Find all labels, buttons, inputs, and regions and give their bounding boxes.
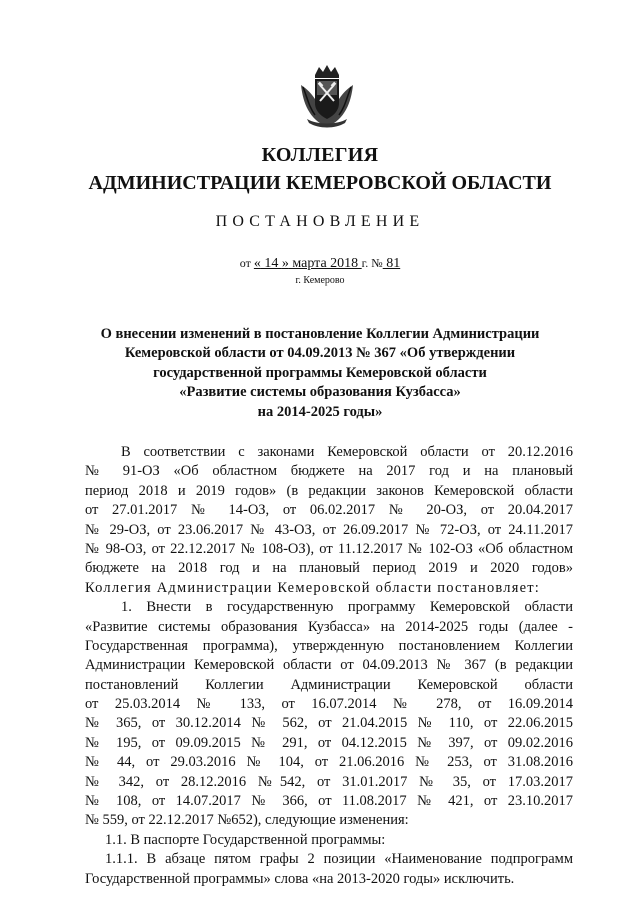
organization-name-line1: КОЛЛЕГИЯ: [261, 144, 379, 166]
body-line: № 44, от 29.03.2016 № 104, от 21.06.2016 № 253, от 31.08.2016: [85, 754, 573, 771]
subject-line: О внесении изменений в постановление Коллегии Администрации: [100, 326, 540, 342]
date-month-year: марта 2018: [288, 256, 362, 271]
number-sign: №: [371, 256, 383, 270]
body-line: бюджете на 2018 год и на плановый период 2019 и 2020 годов»: [85, 560, 573, 577]
body-line: период 2018 и 2019 годов» (в редакции законов Кемеровской области: [85, 482, 573, 499]
body-line: от 27.01.2017 № 14-ОЗ, от 06.02.2017 № 20-ОЗ, от 20.04.2017: [85, 502, 573, 519]
document-number: 81: [382, 256, 401, 271]
subject-line: «Развитие системы образования Кузбасса»: [179, 384, 461, 401]
body-line: № 559, от 22.12.2017 №652), следующие изменения:: [85, 812, 409, 829]
body-line: от 25.03.2014 № 133, от 16.07.2014 № 278, от 16.09.2014: [85, 696, 573, 713]
body-line: Государственная программа), утвержденную постановлением Коллегии: [85, 637, 573, 654]
organization-name-line2: АДМИНИСТРАЦИИ КЕМЕРОВСКОЙ ОБЛАСТИ: [88, 172, 552, 194]
date-prefix: от: [239, 256, 251, 270]
body-line: 1.1.1. В абзаце пятом графы 2 позиции «Наименование подпрограмм: [105, 851, 573, 868]
body-line: Администрации Кемеровской области от 04.09.2013 № 367 (в редакции: [85, 657, 573, 674]
body-line: № 91-ОЗ «Об областном бюджете на 2017 год и на плановый: [85, 463, 573, 480]
city-name: г. Кемерово: [295, 275, 345, 286]
body-line: № 342, от 28.12.2016 №542, от 31.01.2017 № 35, от 17.03.2017: [85, 773, 573, 790]
document-subject: [0, 325, 640, 422]
date-day: « 14 »: [253, 256, 289, 271]
subject-line: государственной программы Кемеровской области: [153, 364, 487, 381]
document-body: [85, 443, 573, 889]
body-line: № 365, от 30.12.2014 № 562, от 21.04.2015 № 110, от 22.06.2015: [85, 715, 573, 732]
subject-line: на 2014-2025 годы»: [257, 403, 383, 420]
subject-line: Кемеровской области от 04.09.2013 № 367 «Об утверждении: [124, 345, 516, 362]
body-line: № 195, от 09.09.2015 № 291, от 04.12.2015 № 397, от 09.02.2016: [85, 734, 573, 751]
document-type: ПОСТАНОВЛЕНИЕ: [215, 213, 425, 230]
body-line: Государственной программы» слова «на 2013-2020 годы» исключить.: [85, 870, 515, 887]
body-line: «Развитие системы образования Кузбасса» на 2014-2025 годы (далее -: [85, 618, 573, 635]
body-line: 1.1. В паспорте Государственной программы:: [105, 831, 386, 848]
body-line: № 98-ОЗ, от 22.12.2017 № 108-ОЗ), от 11.12.2017 № 102-ОЗ «Об областном: [85, 540, 573, 557]
body-line: № 108, от 14.07.2017 № 366, от 11.08.2017 № 421, от 23.10.2017: [85, 793, 573, 810]
body-line: постановлений Коллегии Администрации Кемеровской области: [85, 676, 573, 693]
body-line: В соответствии с законами Кемеровской области от 20.12.2016: [121, 444, 573, 460]
body-line: Коллегия Администрации Кемеровской области постановляет:: [85, 579, 540, 596]
body-line: № 29-ОЗ, от 23.06.2017 № 43-ОЗ, от 26.09.2017 № 72-ОЗ, от 24.11.2017: [85, 521, 573, 538]
year-suffix: г.: [361, 256, 369, 270]
body-line: 1. Внести в государственную программу Кемеровской области: [121, 599, 573, 616]
coat-of-arms-icon: [293, 63, 361, 131]
date-line: [0, 256, 640, 272]
